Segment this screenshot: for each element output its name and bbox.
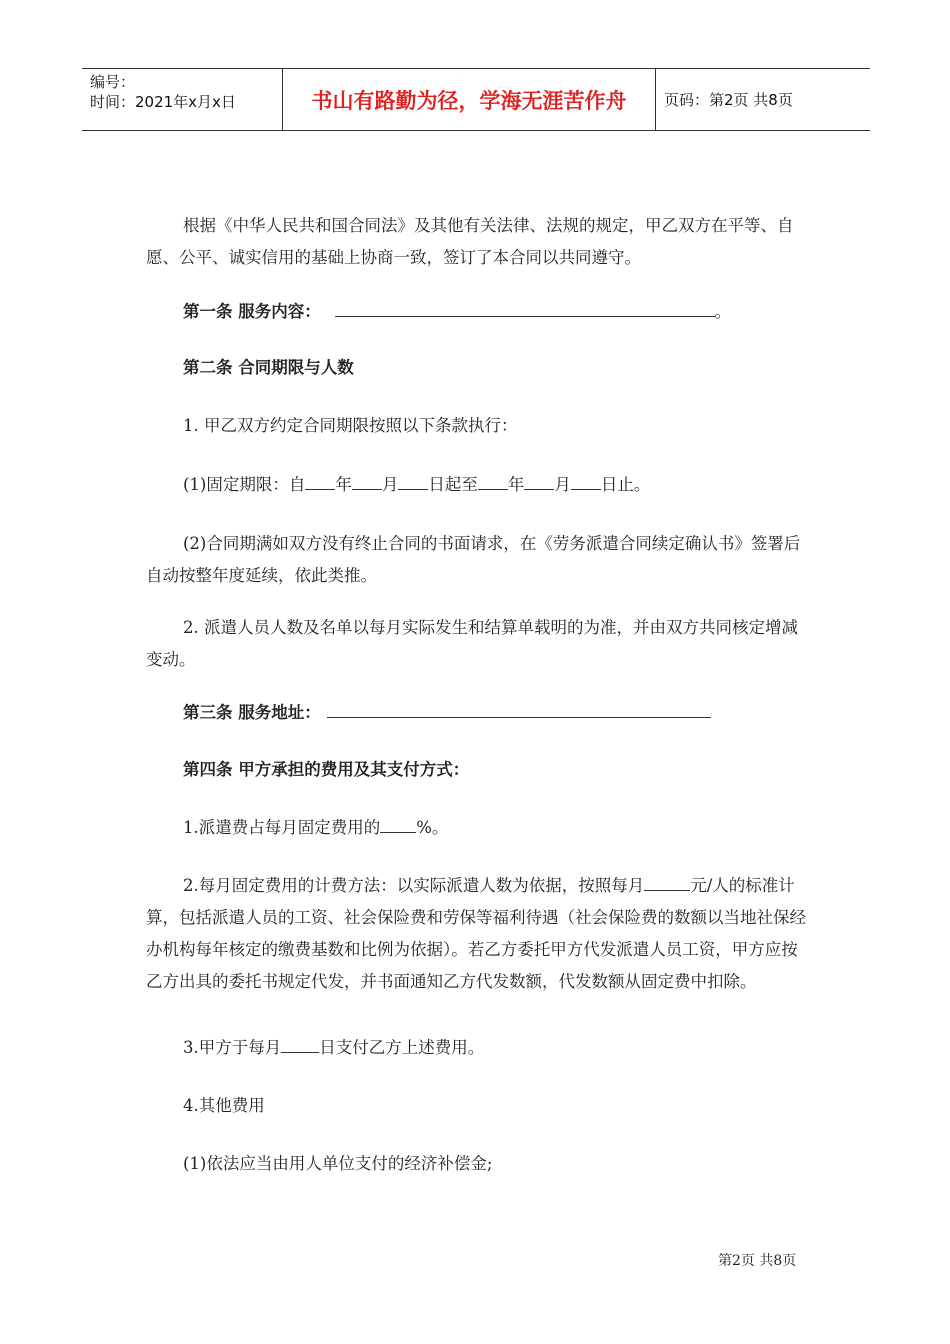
blank xyxy=(478,471,508,490)
page-header xyxy=(82,68,870,131)
article-2-renewal: (2)合同期满如双方没有终止合同的书面请求，在《劳务派遣合同续定确认书》签署后自动按整年度延续，依此类推。 xyxy=(146,534,801,585)
blank xyxy=(571,471,601,490)
day-to-label: 日起至 xyxy=(428,475,478,494)
article-4-clause-4-1: (1)依法应当由用人单位支付的经济补偿金; xyxy=(183,1154,493,1173)
article-1-end: 。 xyxy=(714,302,731,321)
header-page-info: 页码：第2页 共8页 xyxy=(664,91,793,109)
clause-1-text: 1.派遣费占每月固定费用的 xyxy=(183,818,381,837)
day-blank xyxy=(281,1034,319,1053)
article-4-clause-2 xyxy=(146,870,806,998)
year-label: 年 xyxy=(335,475,352,494)
percent-blank xyxy=(380,814,416,833)
fixed-term-from: (1)固定期限：自 xyxy=(183,475,306,494)
blank xyxy=(398,471,428,490)
clause-1-end: %。 xyxy=(416,818,449,837)
blank xyxy=(524,471,554,490)
service-content-blank xyxy=(335,298,715,317)
article-1 xyxy=(146,296,806,328)
clause-3-text-b: 日支付乙方上述费用。 xyxy=(319,1038,485,1057)
blank xyxy=(352,471,382,490)
article-3-title: 第三条 服务地址： xyxy=(183,703,321,722)
article-4-clause-4: 4.其他费用 xyxy=(183,1096,265,1115)
header-motto: 书山有路勤为径，学海无涯苦作舟 xyxy=(283,69,656,130)
article-2-clause-1: 1. 甲乙双方约定合同期限按照以下条款执行： xyxy=(183,416,518,435)
document-number: 编号： xyxy=(90,73,136,91)
service-address-blank xyxy=(327,699,711,718)
article-2-clause-2: 2. 派遣人员人数及名单以每月实际发生和结算单载明的为准，并由双方共同核定增减变动。 xyxy=(146,618,798,669)
month-label: 月 xyxy=(554,475,571,494)
article-3 xyxy=(146,697,806,729)
header-meta xyxy=(82,69,283,130)
document-time: 时间：2021年x月x日 xyxy=(90,93,236,111)
clause-3-text-a: 3.甲方于每月 xyxy=(183,1038,282,1057)
article-2-title: 第二条 合同期限与人数 xyxy=(183,358,354,377)
article-2-fixed-term xyxy=(146,469,806,501)
article-1-title: 第一条 服务内容： xyxy=(183,302,321,321)
day-end-label: 日止。 xyxy=(600,475,651,494)
page-footer: 第2页 共8页 xyxy=(718,1253,797,1269)
article-4-clause-3 xyxy=(146,1032,806,1064)
article-4-clause-1 xyxy=(146,812,806,844)
intro-paragraph: 根据《中华人民共和国合同法》及其他有关法律、法规的规定，甲乙双方在平等、自愿、公平、诚实信用的基础上协商一致，签订了本合同以共同遵守。 xyxy=(146,216,794,267)
clause-2-text-b: 元/人的标准计算，包括派遣人员的工资、社会保险费和劳保等福利待遇（社会保险费的数额以当地社保经办机构每年核定的缴费基数和比例为依据）。若乙方委托甲方代发派遣人员工资，甲方应按乙方出具的委托书规定代发，并书面通知乙方代发数额，代发数额从固定费中扣除。 xyxy=(146,876,806,991)
month-label: 月 xyxy=(381,475,399,494)
blank xyxy=(305,471,335,490)
amount-blank xyxy=(644,872,690,891)
clause-2-text-a: 2.每月固定费用的计费方法：以实际派遣人数为依据，按照每月 xyxy=(183,876,645,895)
article-4-title: 第四条 甲方承担的费用及其支付方式： xyxy=(183,760,470,779)
year-label: 年 xyxy=(507,475,525,494)
